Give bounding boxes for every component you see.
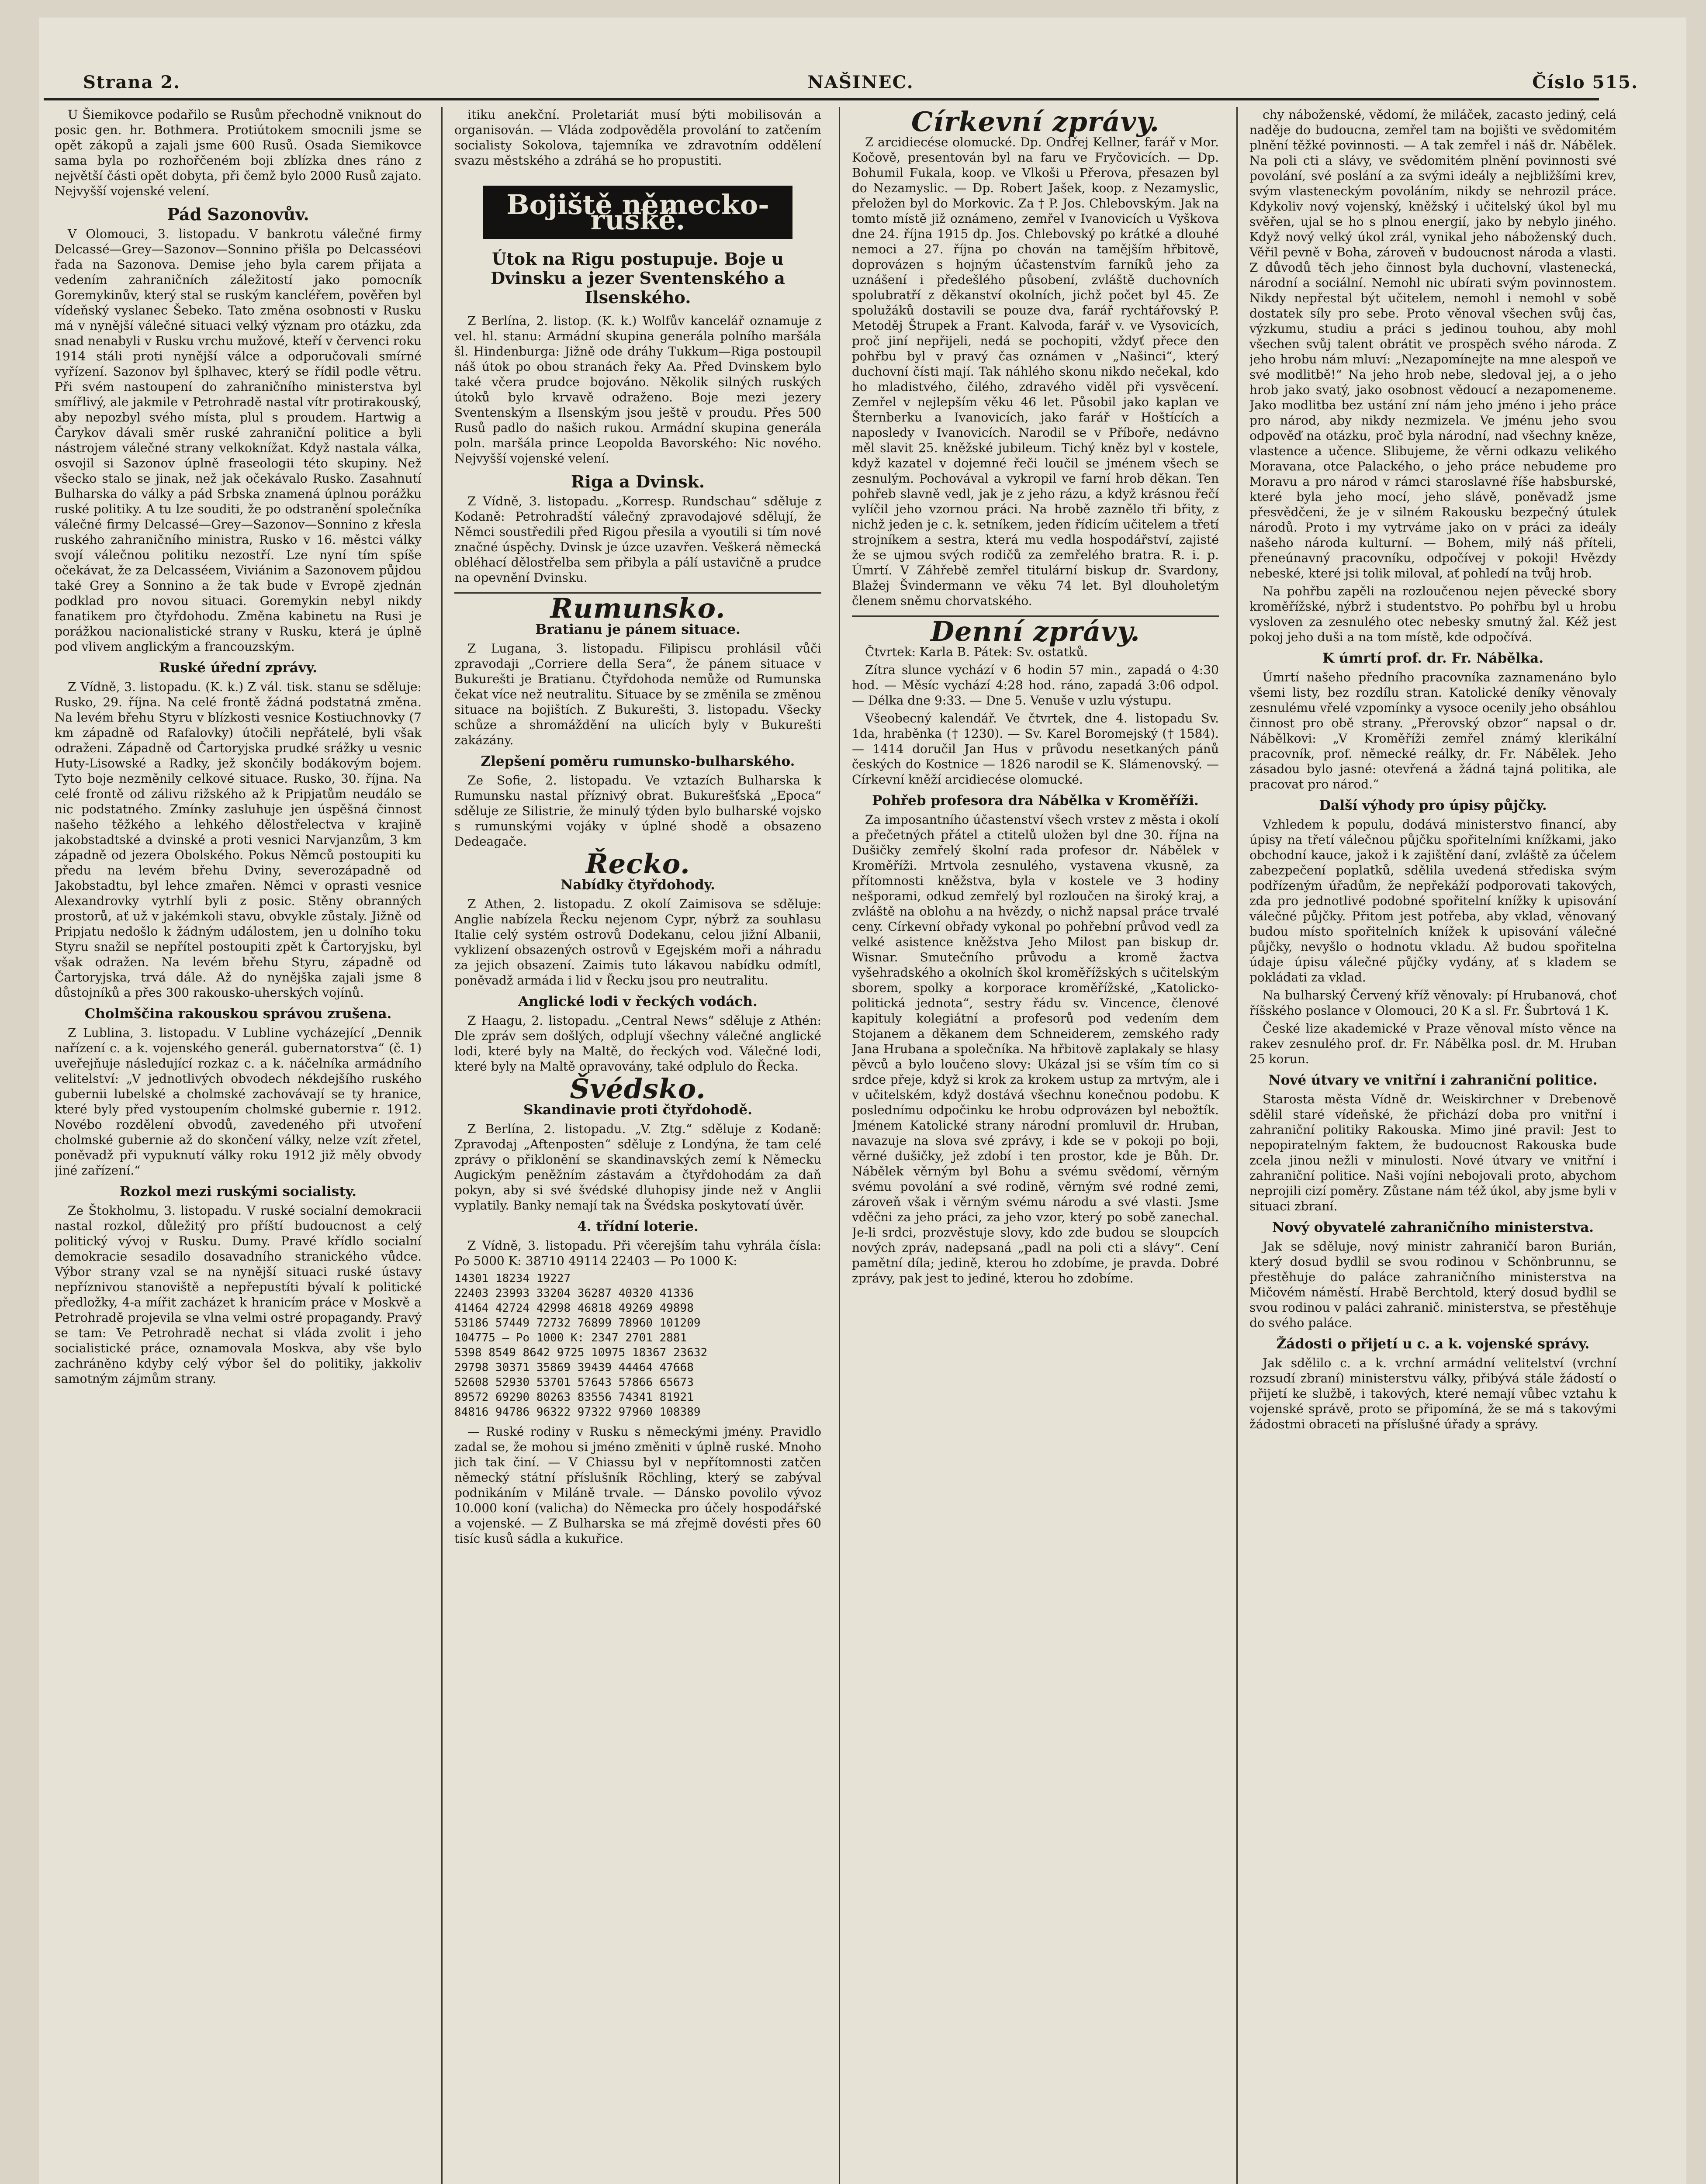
- headline-zlepseni: Zlepšení poměru rumunsko-bulharského.: [481, 753, 795, 769]
- sun-moon-note: Zítra slunce vychází v 6 hodin 57 min., zapadá o 4:30 hod. — Měsíc vychází 4:28 hod. ráno, zapadá 3:06 odpol. — Délka dne 9:33. — Dne 5. Venuše v uzlu výstupu.: [852, 663, 1219, 708]
- article-body: Z Vídně, 3. listopadu. Při včerejším tahu vyhrála čísla: Po 5000 K: 38710 49114 22403 — Po 1000 K:: [454, 1238, 821, 1268]
- section-cirkevni: Církevní zprávy.: [911, 107, 1160, 138]
- headline-zadosti: Žádosti o přijetí u c. a k. vojenské správy.: [1276, 1336, 1590, 1352]
- section-svedsko: Švédsko.: [570, 1073, 706, 1105]
- header-rule: [44, 98, 1599, 100]
- lottery-numbers: 14301 18234 19227 22403 23993 33204 36287 40320 41336 41464 42724 42998 46818 49269 49898 53186 57449 72732 76899 78960 101209 104775 — Po 1000 K: 2347 2701 2881 5398 8549 8642 9725 10975 18367 23632 29798 30371 35869 39439 44464 47668 52608 52930 53701 57643 57866 65673 89572 69290 80263 83556 74341 81921 84816 94786 96322 97322 97960 108389: [454, 1272, 708, 1419]
- section-banner: Bojiště německo-ruské.: [483, 186, 792, 239]
- section-rumunsko: Rumunsko.: [550, 592, 726, 624]
- article-body: Z arcidiecése olomucké. Dp. Ondřej Kellner, farář v Mor. Kočově, presentován byl na faru ve Fryčovicích. — Dp. Bohumil Fukala, koop. ve Vlkoši u Přerova, přesazen byl do Nezamyslic. — Dp. Robert Jašek, koop. z Nezamyslic, přeložen byl do Morkovic. Za † P. Jos. Chlebovským. Jak na tomto místě již oznámeno, zemřel v Ivanovicích u Vyškova dne 24. října 1915 dp. Jos. Chlebovský po krátké a dlouhé nemoci a 27. října po chován na tamějším hřbitově, doprovázen s hojným účastenstvím farníků jeho za uznášení i předešlého působení, zvláště duchovních spolubratří z děkanství okolních, jichž počet byl 45. Ze spolužáků dostavili se pouze dva, farář rychtářovský P. Metoděj Štrupek a Frant. Kalvoda, farář v. ve Vysovicích, proč jiní nepřijeli, nedá se pochopiti, vždyť přece den pohřbu byl v pravý čas oznámen v „Našinci“, který duchovní čísti mají. Tak náhlého skonu nikdo nečekal, kdo ho mladistvého, čilého, zdravého viděl při vysvěcení. Zemřel v nejlepším věku 46 let. Působil jako kaplan ve Šternberku a Ivanovicích, jako farář v Hoštících a naposledy v Ivanovicích. Narodil se v Příboře, nedávno měl slavit 25. kněžské jubileum. Tichý kněz byl v kostele, když kazatel v dojemné řeči loučil se jménem všech se zesnulým. Pochovával a vykropil ve farní hrob děkan. Ten pohřeb slavně vedl, jak je z jeho rázu, a když krásnou řečí vylíčil jeho vzornou práci. Na hrobě zaznělo tři břity, z nichž jeden je c. k. setníkem, jeden řídicím učitelem a třetí strojníkem a sestra, která mu vedla hospodářství, zajisté že se ujmou svých rodičů za zemřelého bratra. R. i. p. Úmrtí. V Záhřebě zemřel titulární biskup dr. Svardony, Blažej Švindermann ve věku 74 let. Byl dlouholetým členem sněmu chorvatského.: [852, 135, 1219, 608]
- article-body: Z Berlína, 2. listop. (K. k.) Wolfův kancelář oznamuje z vel. hl. stanu: Armádní skupina generála polního maršála šl. Hindenburga: Jižně ode dráhy Tukkum—Riga postoupil náš útok po obou stranách řeky Aa. Před Dvinskem bylo také včera prudce bojováno. Několik silných ruských útoků bylo krvavě odraženo. Boje mezi jezery Sventenským a Ilsenským jsou ještě v proudu. Přes 500 Rusů padlo do našich rukou. Armádní skupina generála poln. maršála prince Leopolda Bavorského: Nic nového. Nejvyšší vojenské velení.: [454, 314, 821, 466]
- article-body: V Olomouci, 3. listopadu. V bankrotu válečné firmy Delcassé—Grey—Sazonov—Sonnino přišla po Delcasséovi řada na Sazonova. Demise jeho byla carem přijata a vedením zahraničních záležitostí jako pomocník Goremykinův, který stal se ruským kancléřem, pověřen byl vídeňský vyslanec Šebeko. Tato změna osobnosti v Rusku má v nynější válečné situaci velký význam pro otázku, zda snad nenabyli v Rusku vrchu mužové, kteří v červenci roku 1914 stáli proti nynější válce a odporučovali smírné vyřízení. Sazonov byl šplhavec, který se řídil podle větru. Při svém nastoupení do zahraničního ministerstva byl smířlivý, ale jakmile v Petrohradě nastal vítr protirakouský, aby nepozbyl svého místa, plul s proudem. Hartwig a Čarykov dávali směr ruské zahraniční politice a byli nástrojem válečné strany velkoknížat. Když nastala válka, osvojil si Sazonov úplně frasеologii této skupiny. Než všecko stalo se jinak, než jak očekávalo Rusko. Zasahnutí Bulharska do války a pád Srbska znamená úplnou porážku ruské politiky. A tu lze souditi, že po odstranění společníka válečné firmy Delcassé—Grey—Sazonov—Sonnino z křesla ruského zahraničního ministra, Rusko v 16. městci války svojí válečnou politiku nezostří. Lze nyní tím spíše očekávat, že za Delcasséem, Viviánim a Sazonovem půjdou také Grey a Sonnino a že tak bude v Evropě zjednán podklad pro novou situaci. Goremykin nebyl nikdy fanatikem pro čtyřdohodu. Změna kabinetu na Rusi je porážkou nacionalistické strany v Rusku, která je úplně pod vlivem anglickým a francouzským.: [55, 227, 422, 654]
- article-body: Vzhledem k populu, dodává ministerstvo financí, aby úpisy na třetí válečnou půjčku spořitelními knížkami, jako obchodní kauce, jakož i k zajištění daní, zvláště za účelem zabezpečení poplatků, sdělila uvedená střediska svým podřízeným úřadům, že nepřekáží podporovati takových, zda pro jednotlivé podobné spořitelní knížky k upisování válečné půjčky. Přitom jest potřeba, aby vklad, věnovaný budou místo spořitelních knížek k upisování válečné půjčky, nevyšlo o hodnotu vkladu. Až budou spořitelna údaje úpisu válečné půjčky vydány, ať s kladem se pokládati za vklad.: [1249, 817, 1616, 985]
- column-divider: [1236, 107, 1238, 2184]
- calendar-note: Všeobecný kalendář. Ve čtvrtek, dne 4. listopadu Sv. 1da, hraběnka († 1230). — Sv. Karel Boromejský († 1584). — 1414 doručil Jan Hus v průvodu nesetkaných pánů českých do Kostnice — 1826 narodil se K. Slámenovský. — Církevní kněží arcidiecése olomucké.: [852, 711, 1219, 787]
- column-2: [454, 107, 821, 2184]
- column-divider: [839, 107, 840, 2184]
- article-body: Z Vídně, 3. listopadu. (K. k.) Z vál. tisk. stanu se sděluje: Rusko, 29. října. Na celé frontě žádná podstatná změna. Na levém břehu Styru v blízkosti vesnice Kostiuchnovky (7 km západně od Rafalovky) útočili nepřátelé, byli však odraženi. Západně od Čartoryjska prudké srážky u vesnic Huty-Lisowské a Radky, jež skončily bodákovým bojem. Tyto boje nezměnily celkové situace. Rusko, 30. října. Na celé frontě od zálivu rižského až k Pripjatům neudálo se nic podstatného. Zmínky zasluhuje jen úspěšná činnost našeho těžkého a lehkého dělostřelectva v krajině jakobstadtské a dvinské a proti vesnici Narvjanzům, 3 km západně od jezera Obolského. Pokus Němců postoupiti ku předu na levém břehu Dviny, severozápadně od Jakobstadtu, byl lehce zmařen. Němci v oprasti vesnice Alexandrovky vytrhlí byli z posic. Stěny obranných prostorů, ať už v jakémkoli stavu, obvykle zůstaly. Jižně od Pripjatu nedošlo k žádným událostem, jen u dolního toku Styru snažil se nepřítel postoupiti zpět k Čartoryjsku, byl však odražen. Na levém břehu Styru, západně od Čartoryjska, trvá dále. Až do nynějška zajali jsme 8 důstojníků a přes 300 rakousko-uherských vojínů.: [55, 680, 422, 1000]
- headline-dalsi: Další výhody pro úpisy půjčky.: [1319, 798, 1547, 813]
- section-recko: Řecko.: [585, 848, 690, 880]
- headline-nove: Nové útvary ve vnitřní i zahraniční politice.: [1268, 1072, 1598, 1088]
- column-1: [55, 107, 422, 2184]
- article-body: Z Lugana, 3. listopadu. Filipiscu prohlásil vůči zpravodaji „Corriere della Sera“, že pánem situace v Bukurešti je Bratianu. Čtyřdohoda nemůže od Rumunska čekat více než neutralitu. Situace by se změnila se změnou situace na bojištích. Z Bukurešti, 3. listopadu. Všecky schůze a shromáždění na ulicích byly v Bukurešti zakázány.: [454, 641, 821, 747]
- article-continuation: U Šiemikovce podařilo se Rusům přechodně vniknout do posic gen. hr. Bothmera. Protiútokem smocnili jsme se opět zákopů a zajali jsme 600 Rusů. Osada Siemikovce sama byla po rozhořčeném boji zblízka dnes ráno z největší části opět dobyta, při čemž bylo 2000 Rusů zajato. Nejvyšší vojenské velení.: [55, 107, 422, 198]
- headline-anglicke: Anglické lodi v řeckých vodách.: [518, 994, 758, 1009]
- headline-bratianu: Bratianu je pánem situace.: [535, 622, 741, 637]
- article-body: Z Berlína, 2. listopadu. „V. Ztg.“ sděluje z Kodaně: Zpravodaj „Aftenposten“ sděluje z Londýna, že tam celé zprávy o přiklonění se skandinavských zemí k Německu Augickým peněžním zástavám a čtyřdohodám za daň pokyn, aby si své švédské dluhopisy jinde než v Anglii vyplatily. Banky nemají tak na Švédska poskytovatí úvěr.: [454, 1122, 821, 1213]
- page-label: Strana 2.: [83, 72, 181, 93]
- headline-skandinavie: Skandinavie proti čtyřdohodě.: [523, 1102, 752, 1118]
- article-body: Za imposantního účastenství všech vrstev z města i okolí a přečetných přátel a ctitelů uložen byl dne 30. října na Dušičky zemřelý školní rada profesor dr. Nábělek v Kroměříži. Mrtvola zesnulého, vystavena vkusně, za přítomnosti kněžstva, byla v kostele ve 3 hodiny nešporami, odkud zemřelý byl rozloučen na široký kraj, a zvláště na oblohu a na hvězdy, o nichž napsal práce trvalé ceny. Církevní obřady vykonal po pohřební průvod vedl za velké asistence kněžstva Jeho Milost pan biskup dr. Wisnar. Smutečního průvodu a kromě žactva vyšehradského a okolních škol kroměřížských s učitelským sborem, spolky a korporace kroměřížské, „Katolicko-politická jednota“, sestry řádu sv. Vincence, členové kapituly kolegiátní a profesorů pod vedením dem Stojanem a děkanem dem Schneiderem, zemského rady Jana Hrubana a společníka. Na hřbitově zaplakaly se hlasy pěvců a bylo loučeno slovy: Ukázal jsi se vším tím co si srdce přeje, když si krok za krokem ustup za mrtvým, ale i v učitelském, když dostává všechnu konečnou podobu. K poslednímu odpočinku ke hrobu odprovázen byl nebožtík. Jménem Katolické strany národní promluvil dr. Hruban, navazuje na slova své zprávy, i kde se v pokoji po boji, věrné dušičky, jež zdobí i ten prostor, kde je Bůh. Dr. Nábělek věrným byl Bohu a svému svědomí, věrným svému povolání a své rodině, věrným své rodné zemi, zároveň však i věrným svému národu a své vlasti. Jsme vděčni za jeho práci, za jeho vzor, který po sobě zanechal. Je-li srdci, prozvěstuje slovy, kdo zde budou se sloupcích nových zpráv, nadepsaná „padl na poli cti a slávy“. Cení pamětní díla; jedině, kterou ho zdobíme, je pravda. Dobré zprávy, pak jest to jediné, kterou ho zdobíme.: [852, 812, 1219, 1286]
- headline-ruske: Ruské úřední zprávy.: [159, 660, 318, 676]
- calendar-head: Čtvrtek: Karla B. Pátek: Sv. ostatků.: [865, 645, 1088, 659]
- column-4: [1249, 107, 1616, 2184]
- issue-number: Číslo 515.: [1532, 72, 1638, 93]
- headline-novy-min: Nový obyvatelé zahraničního ministerstva.: [1272, 1220, 1594, 1235]
- headline-nabidky: Nabídky čtyřdohody.: [561, 877, 715, 893]
- article-body: Z Lublina, 3. listopadu. V Lubline vycházející „Dennik nařízení c. a k. vojenského generál. gubernatorstva“ (č. 1) uveřejňuje následující rozkaz c. a k. náčelníka armádního velitelství: „V jednotlivých obvodech nékdejšího ruského gubernii lubelské a cholmské zachovávají se ty hranice, které byly před vystoupením cholmské gubernie r. 1912. Novébo rozdělení obvodů, zavedeného při utvoření cholmské gubernie až do skončení války, nelze vzít zřetel, poněvadž při vypuknutí války roku 1912 již měly obvody jiné zařízení.“: [55, 1026, 422, 1178]
- masthead: NAŠINEC.: [807, 72, 914, 93]
- article-continuation: itiku anekční. Proletariát musí býti mobilisován a organisován. — Vláda zodpověděla provolání to zatčením socialisty Sokolova, tajemníka ve zdravotním oddělení svazu městského a zdráhá se ho propustiti.: [454, 107, 821, 168]
- article-body: Z Haagu, 2. listopadu. „Central News“ sděluje z Athén: Dle zpráv sem došlých, odplují všechny válečné anglické lodi, které byly na Maltě, do řeckých vod. Válečné lodi, které byly na Maltě opravovány, také odplulo do Řecka.: [454, 1013, 821, 1074]
- article-continuation: chy náboženské, vědomí, že miláček, zacasto jediný, celá naděje do budoucna, zemřel tam na bojišti ve svědomitém plnění těžké povinnosti. — A tak zemřel i náš dr. Nábělek. Na poli cti a slávy, ve svědomitém plnění povinnosti své povolání, své poslání a za svými ideály a nejbližšími krev, svým vlasteneckým povoláním, nikdy se nehrozil práce. Kdykoliv nový vojenský, kněžský i učitelský úkol byl mu svěřen, ujal se ho s plnou energií, jako by nebylo jiného. Když nový velký úkol zrál, vynikal jeho náboženský duch. Věřil pevně v Boha, zároveň v budoucnost národa a vlasti. Z důvodů těch jeho činnost byla duchovní, vlastenecká, národní a sociální. Nemohl nic ubírati svým povinnostem. Nikdy nepřestal být učitelem, nemohl i nemohl v sobě dostatek síly pro sebe. Proto věnoval všechen svůj čas, výzkumu, studiu a práci s jedinou touhou, aby mohl všechen svůj talent obrátit ve prospěch svého národa. Z jeho hrobu nám mluví: „Nezapomínejte na mne alespoň ve své modlitbě!“ Na jeho hrob nebe, sledoval jej, a o jeho hrob jako svatý, jako osobnost vědoucí a nezapomeneme. Jako modlitba bez ustání zní nám jeho jméno i jeho práce pro národ, aby nikdy nezmizela. Ve jménu jeho svou odpověď na otázku, proč byla národní, nad všechny kněze, vlastence a učence. Slibujeme, že věrni odkazu velikého Moravana, otce Palackého, o jeho práce nebudeme pro Moravu a pro národ v rámci staroslavné říše habsburské, které byla jeho mocí, jeho slávě, poněvadž jsme přesvědčeni, že je v silném Rakousku bezpečný útulek národů. Proto i my vytrváme jako on v práci za ideály našeho národa kulturní. — Bohem, milý náš příteli, přeneúnavný pracovníku, odpočívej v pokoji! Hvězdy nebeské, které jsi tolik miloval, ať pohledí na tvůj hrob.: [1249, 107, 1616, 581]
- headline-riga: Riga a Dvinsk.: [571, 472, 705, 491]
- headline-rozkol: Rozkol mezi ruskými socialisty.: [119, 1184, 357, 1199]
- column-3: [852, 107, 1219, 2184]
- donation-note: Na bulharský Červený kříž věnovaly: pí Hrubanová, choť říšského poslance v Olomouci, 20 K a sl. Fr. Šubrtová 1 K.: [1249, 988, 1616, 1018]
- article-body: Starosta města Vídně dr. Weiskirchner v Drebenově sdělil staré vídeňské, že přichází doba pro vnitřní i zahraniční politiky Rakouska. Mimo jiné pravil: Jest to nepopiratelným faktem, že budoucnost Rakouska bude zcela jinou nežli v minulosti. Nové útvary ve vnitřní i zahraniční politice. Naši vojíni nebojovali proto, abychom neprojili cizí poměry. Zůstane nám též úkol, aby jsme byli v situaci zbraní.: [1249, 1092, 1616, 1213]
- article-body: Ze Sofie, 2. listopadu. Ve vztazích Bulharska k Rumunsku nastal příznivý obrat. Bukurešťská „Epoca“ sděluje ze Silistrie, že minulý týden bylo bulharské vojsko s rumunskými vojáky v úplné shodě a obsazeno Dedeagače.: [454, 773, 821, 849]
- article-body: Úmrtí našeho předního pracovníka zaznamenáno bylo všemi listy, bez rozdílu stran. Katolické deníky věnovaly zesnulému vřelé vzpomínky a vysoce ocenily jeho obsáhlou činnost pro obě strany. „Přerovský obzor“ napsal o dr. Nábělkovi: „V Kroměříži zemřel známý klerikální pracovník, prof. německé reálky, dr. Fr. Nábělek. Jeho zásadou bylo jasné: otevřená a žádná tajná politika, ale pracovat pro národ.“: [1249, 670, 1616, 791]
- headline-loterie: 4. třídní loterie.: [577, 1219, 699, 1234]
- article-body: Z Vídně, 3. listopadu. „Korresp. Rundschau“ sděluje z Kodaně: Petrohradští válečný zpravodajové sdělují, že Němci soustředili před Rigou přesila a vyoutili si tím nové značné úspěchy. Dvinsk je úzce uzavřen. Veškerá německá obléhací dělostřelba sem přibyla a pálí ustavičně a prudce na opevnění Dvinsku.: [454, 494, 821, 585]
- donation-note: České lize akademické v Praze věnoval místo věnce na rakev zesnulého prof. dr. Fr. Nábělka posl. dr. M. Hruban 25 korun.: [1249, 1021, 1616, 1066]
- article-body: Z Athen, 2. listopadu. Z okolí Zaimisova se sděluje: Anglie nabízela Řecku nejenom Cypr, nýbrž za souhlasu Italie celý systém ostrovů Dodekanu, celou jižní Albanii, vyklizení obsazených ostrovů v Egejském moři a náhradu za jejich obsazení. Zaimis tuto lákavou nabídku odmítl, poněvadž armáda i lid v Řecku jsou pro neutralitu.: [454, 897, 821, 988]
- article-body: Ze Štokholmu, 3. listopadu. V ruské socialní demokracii nastal rozkol, důležitý pro příští budoucnost a celý politický vývoj v Rusku. Dumy. Pravé křídlo socialní demokracie sesadilo dosavadního stranického vůdce. Výbor strany vzal se na nynější situaci ruské ústavy nepříznivou stanoviště a nepřepustíti bývalí k politické předložky, 4-a mířit zacházet k hranicím práce v Moskvě a Petrohradě projevila se vlna velmi ostré propagandy. Pravý se tam: Ve Petrohradě nechat si vláda zvolit i jeho socialistické práce, oznamovala Moskva, aby vše bylo zachráněno kdyby celý výbor šel do politiky, jakkoliv samotným zájmům strany.: [55, 1203, 422, 1386]
- headline-utok: Útok na Rigu postupuje. Boje u Dvinsku a jezer Sventenského a Ilsenského.: [491, 249, 785, 307]
- article-body: Jak se sděluje, nový ministr zahraničí baron Burián, který dosud bydlil se svou rodinou v Schönbrunnu, se přestěhuje do paláce zahraničního ministerstva na Mičovém náměstí. Hrabě Berchtold, který dosud bydlil se svou rodinou v paláci zahranič. ministerstva, se přestěhuje do svého paláce.: [1249, 1239, 1616, 1330]
- headline-umrti: K úmrtí prof. dr. Fr. Nábělka.: [1322, 650, 1544, 666]
- column-divider: [441, 107, 443, 2184]
- headline-pohreb: Pohřeb profesora dra Nábělka v Kroměříži.: [872, 793, 1199, 809]
- headline-sazonov: Pád Sazonovův.: [167, 204, 309, 224]
- headline-cholm: Cholmščina rakouskou správou zrušena.: [84, 1006, 392, 1022]
- page-header: [83, 72, 1638, 98]
- short-notes: — Ruské rodiny v Rusku s německými jmény. Pravidlo zadal se, že mohou si jméno změniti v úplně ruské. Mnoho jich tak činí. — V Chiassu byl v nepřítomnosti zatčen německý státní příslušník Röchling, který se zabýval podnikáním v Miláně trvale. — Dánsko povolilo vývoz 10.000 koní (valicha) do Německa pro účely hospodářské a vojenské. — Z Bulharska se má zřejmě dovésti přes 60 tisíc kusů sádla a kukuřice.: [454, 1424, 821, 1546]
- article-body: Na pohřbu zapěli na rozloučenou nejen pěvecké sbory kroměřížské, nýbrž i studentstvo. Po pohřbu byl u hrobu vysloven za zesnulého otec nebesky smutný žal. Kéž jest pokoj jeho duši a na tom místě, kde odpočívá.: [1249, 584, 1616, 644]
- article-body: Jak sdělilo c. a k. vrchní armádní velitelství (vrchní rozsudí zbraní) ministerstvu války, přibývá stále žádostí o přijetí ke službě, i takových, které nemají vůbec vztahu k vojenské správě, proto se připomíná, že se má s takovými žádostmi obraceti na příslušné úřady a správy.: [1249, 1356, 1616, 1431]
- section-denni: Denní zprávy.: [931, 615, 1140, 647]
